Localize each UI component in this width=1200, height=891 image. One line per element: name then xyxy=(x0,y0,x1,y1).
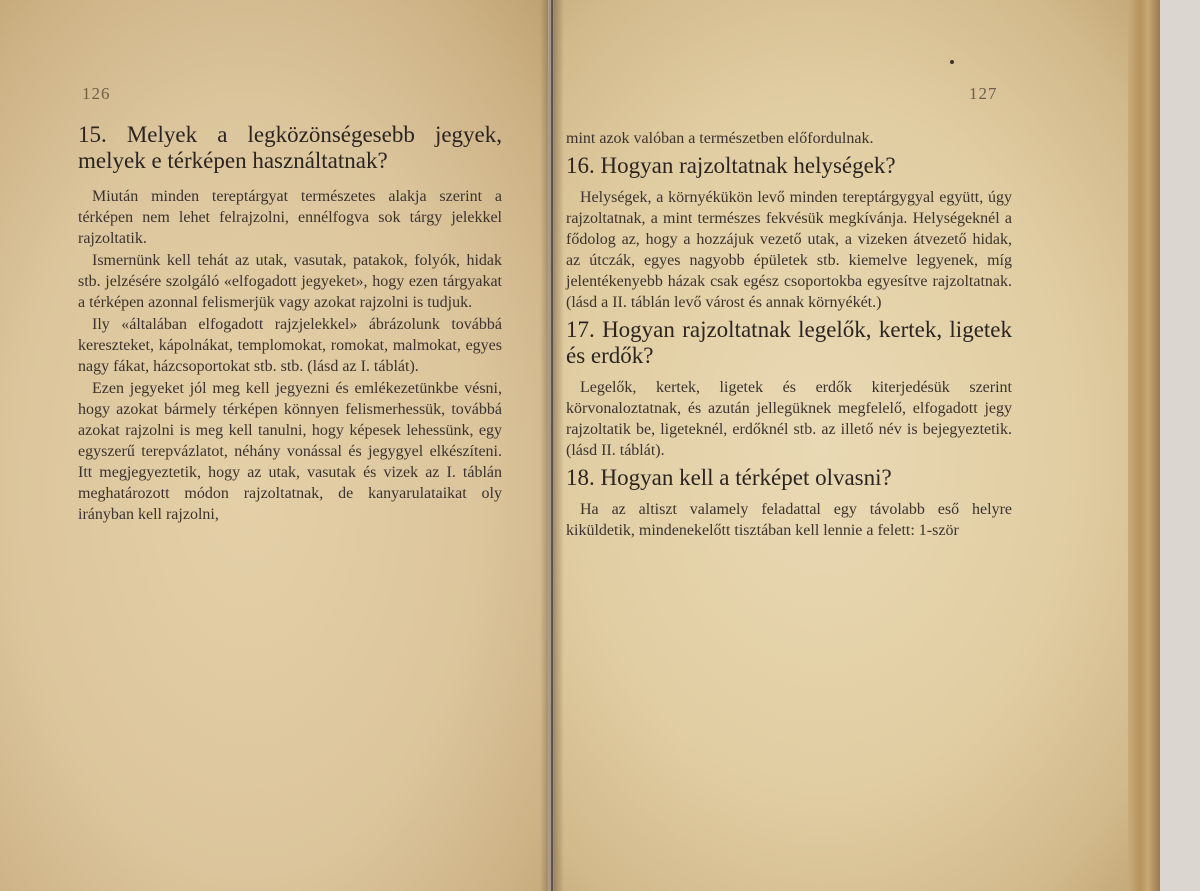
question-18-title: 18. Hogyan kell a térképet olvasni? xyxy=(566,465,892,490)
background-strip xyxy=(1160,0,1200,891)
page-number-right: 127 xyxy=(969,84,998,103)
ink-speck xyxy=(950,60,954,64)
question-15-paragraph-3: Ily «általában elfogadott rajzjelekkel» ábrázolunk továbbá kereszteket, kápolnákat, templomokat, romokat, malmokat, egyes nagy fákat, házcsoportokat stb. stb. (lásd az I. táblát). xyxy=(78,316,502,375)
continuation-paragraph: mint azok valóban a természetben előfordulnak. xyxy=(566,130,874,147)
left-page xyxy=(0,0,548,891)
left-text-column xyxy=(78,122,502,525)
page-number-left: 126 xyxy=(82,84,111,103)
question-16-paragraph-1: Helységek, a környékükön levő minden tereptárgygyal együtt, úgy rajzoltatnak, a mint természes fekvésük megkívánja. Helységeknél a fődolog az, hogy a hozzájuk vezető utak, a vizeken átvezető hidak, az útczák, egyes nagyobb épületek stb. kiemelve legyenek, míg jelentékenyebb házak csak egész csoportokba egyesítve rajzoltatnak. (lásd a II. táblán levő várost és annak környékét.) xyxy=(566,189,1012,311)
question-18-paragraph-1: Ha az altiszt valamely feladattal egy távolabb eső helyre kiküldetik, mindenekelőtt tisztában kell lennie a felett: 1-ször xyxy=(566,501,1012,539)
right-page xyxy=(554,0,1150,891)
question-15-title: 15. Melyek a legközönségesebb jegyek, melyek e térképen használtatnak? xyxy=(78,122,502,173)
right-text-column xyxy=(566,128,1012,541)
question-17-paragraph-1: Legelők, kertek, ligetek és erdők kiterjedésük szerint körvonaloztatnak, és azután jellegüknek megfelelő, elfogadott jegy rajzoltatik be, ligeteknél, erdőknél stb. az illető név is bejegyeztetik. (lásd II. táblát). xyxy=(566,379,1012,459)
book-gutter xyxy=(540,0,564,891)
question-15-paragraph-1: Miután minden tereptárgyat természetes alakja szerint a térképen nem lehet felrajzolni, ennélfogva sok tárgy jelekkel rajzoltatik. xyxy=(78,188,502,247)
question-15-paragraph-2: Ismernünk kell tehát az utak, vasutak, patakok, folyók, hidak stb. jelzésére szolgáló «elfogadott jegyeket», hogy ezen tárgyakat a térképen azonnal felismerjük vagy azokat rajzolni is tudjuk. xyxy=(78,252,502,311)
question-15-paragraph-4: Ezen jegyeket jól meg kell jegyezni és emlékezetünkbe vésni, hogy azokat bármely térképen könnyen felismerhessük, továbbá azokat rajzolni is meg kell tanulni, hogy képesek lehessünk, egy egyszerű terepvázlatot, néhány vonással és jegygyel elkészíteni. Itt megjegyeztetik, hogy az utak, vasutak és vizek az I. táblán meghatározott módon rajzoltatnak, de kanyarulataikat oly irányban kell rajzolni, xyxy=(78,380,502,523)
question-17-title: 17. Hogyan rajzoltatnak legelők, kertek, ligetek és erdők? xyxy=(566,317,1012,368)
question-16-title: 16. Hogyan rajzoltatnak helységek? xyxy=(566,153,896,178)
